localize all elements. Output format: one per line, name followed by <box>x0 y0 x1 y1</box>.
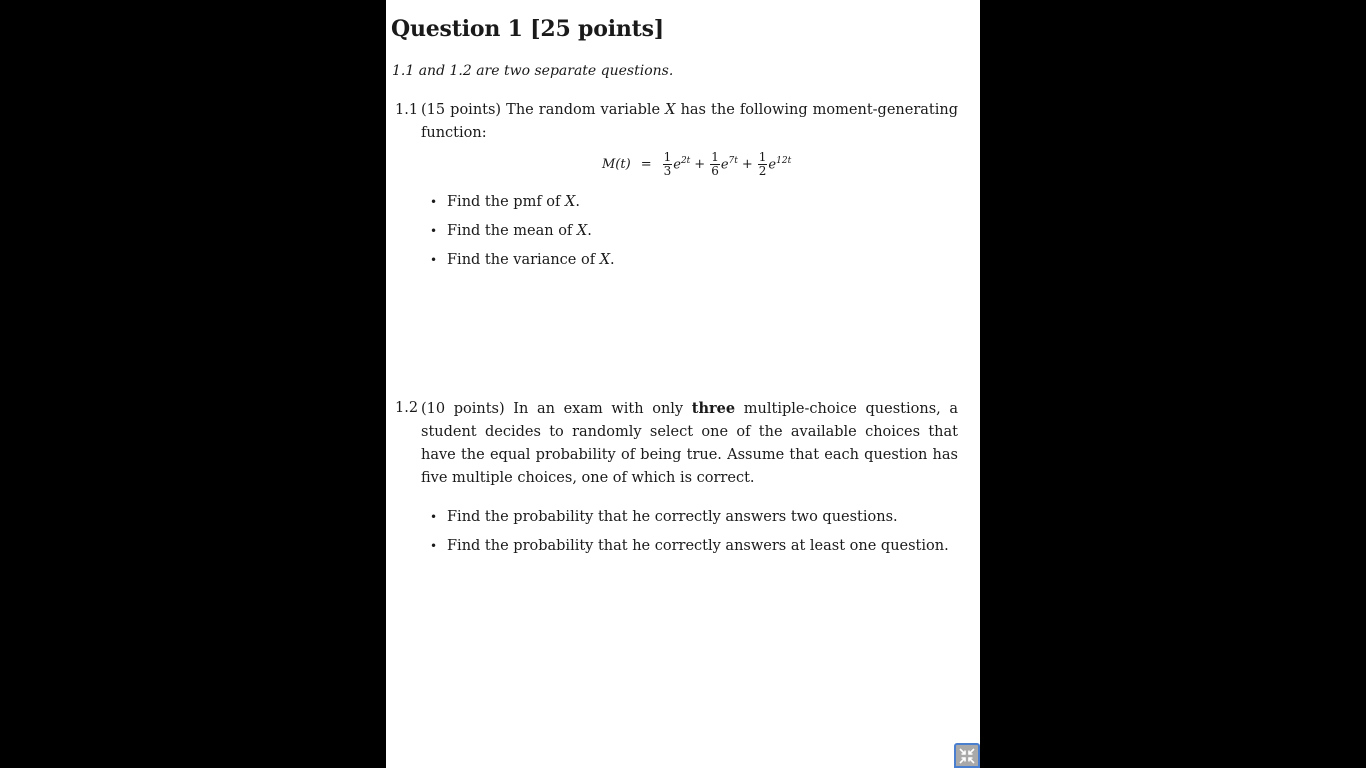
formula-lhs: M(t) <box>602 156 631 172</box>
question-1-2-bullets <box>430 507 949 565</box>
question-1-2-body <box>421 397 958 490</box>
question-1-1-variable: X <box>665 102 676 118</box>
question-1-2-points: (10 points) <box>421 401 505 417</box>
formula-equals: = <box>640 156 652 172</box>
formula-plus: + <box>741 156 753 172</box>
fraction-numerator: 1 <box>663 149 672 164</box>
document-page <box>386 0 980 768</box>
fraction-numerator: 1 <box>711 149 719 164</box>
question-1-2-text-after: multiple-choice questions, a student decides to randomly select one of the available choices that have the equal probability of being true. Assume that each question has five multiple choices, one of which is correct. <box>421 401 959 486</box>
question-1-1-text-after: has the following moment-generating function: <box>421 102 959 141</box>
question-1-1 <box>395 99 958 145</box>
exit-fullscreen-button[interactable] <box>954 743 980 768</box>
list-item: • Find the pmf of X. <box>430 192 615 221</box>
question-1-2-bold-word: three <box>691 400 736 417</box>
formula-term-3-fraction <box>758 151 768 178</box>
question-1-1-body <box>421 99 958 145</box>
question-1-1-text-before: The random variable <box>506 102 661 118</box>
question-1-2 <box>395 397 958 490</box>
question-title: Question 1 [25 points] <box>391 16 665 42</box>
question-1-2-number: 1.2 <box>395 400 419 416</box>
question-1-1-points: (15 points) <box>421 102 502 118</box>
formula-term-1-fraction <box>663 151 673 178</box>
fraction-numerator: 1 <box>758 149 767 164</box>
fraction-denominator: 3 <box>663 163 672 178</box>
mgf-formula <box>602 146 791 182</box>
question-note: 1.1 and 1.2 are two separate questions. <box>392 63 674 79</box>
list-item: • Find the mean of X. <box>430 221 615 250</box>
list-item: • Find the variance of X. <box>430 250 615 279</box>
fraction-denominator: 6 <box>711 163 719 178</box>
formula-term-3-exp: $e^{12t}$ <box>768 155 792 173</box>
formula-term-1-exp: $e^{2t}$ <box>673 155 691 173</box>
collapse-arrows-icon <box>959 748 975 764</box>
question-1-1-number: 1.1 <box>395 102 419 118</box>
question-1-1-bullets <box>430 192 615 279</box>
formula-term-2-fraction <box>710 151 720 178</box>
formula-plus: + <box>694 156 706 172</box>
fraction-denominator: 2 <box>758 163 767 178</box>
question-1-2-text-before: In an exam with only <box>513 401 684 417</box>
list-item: • Find the probability that he correctly answers at least one question. <box>430 536 949 565</box>
formula-term-2-exp: $e^{7t}$ <box>720 155 738 173</box>
list-item: • Find the probability that he correctly answers two questions. <box>430 507 949 536</box>
